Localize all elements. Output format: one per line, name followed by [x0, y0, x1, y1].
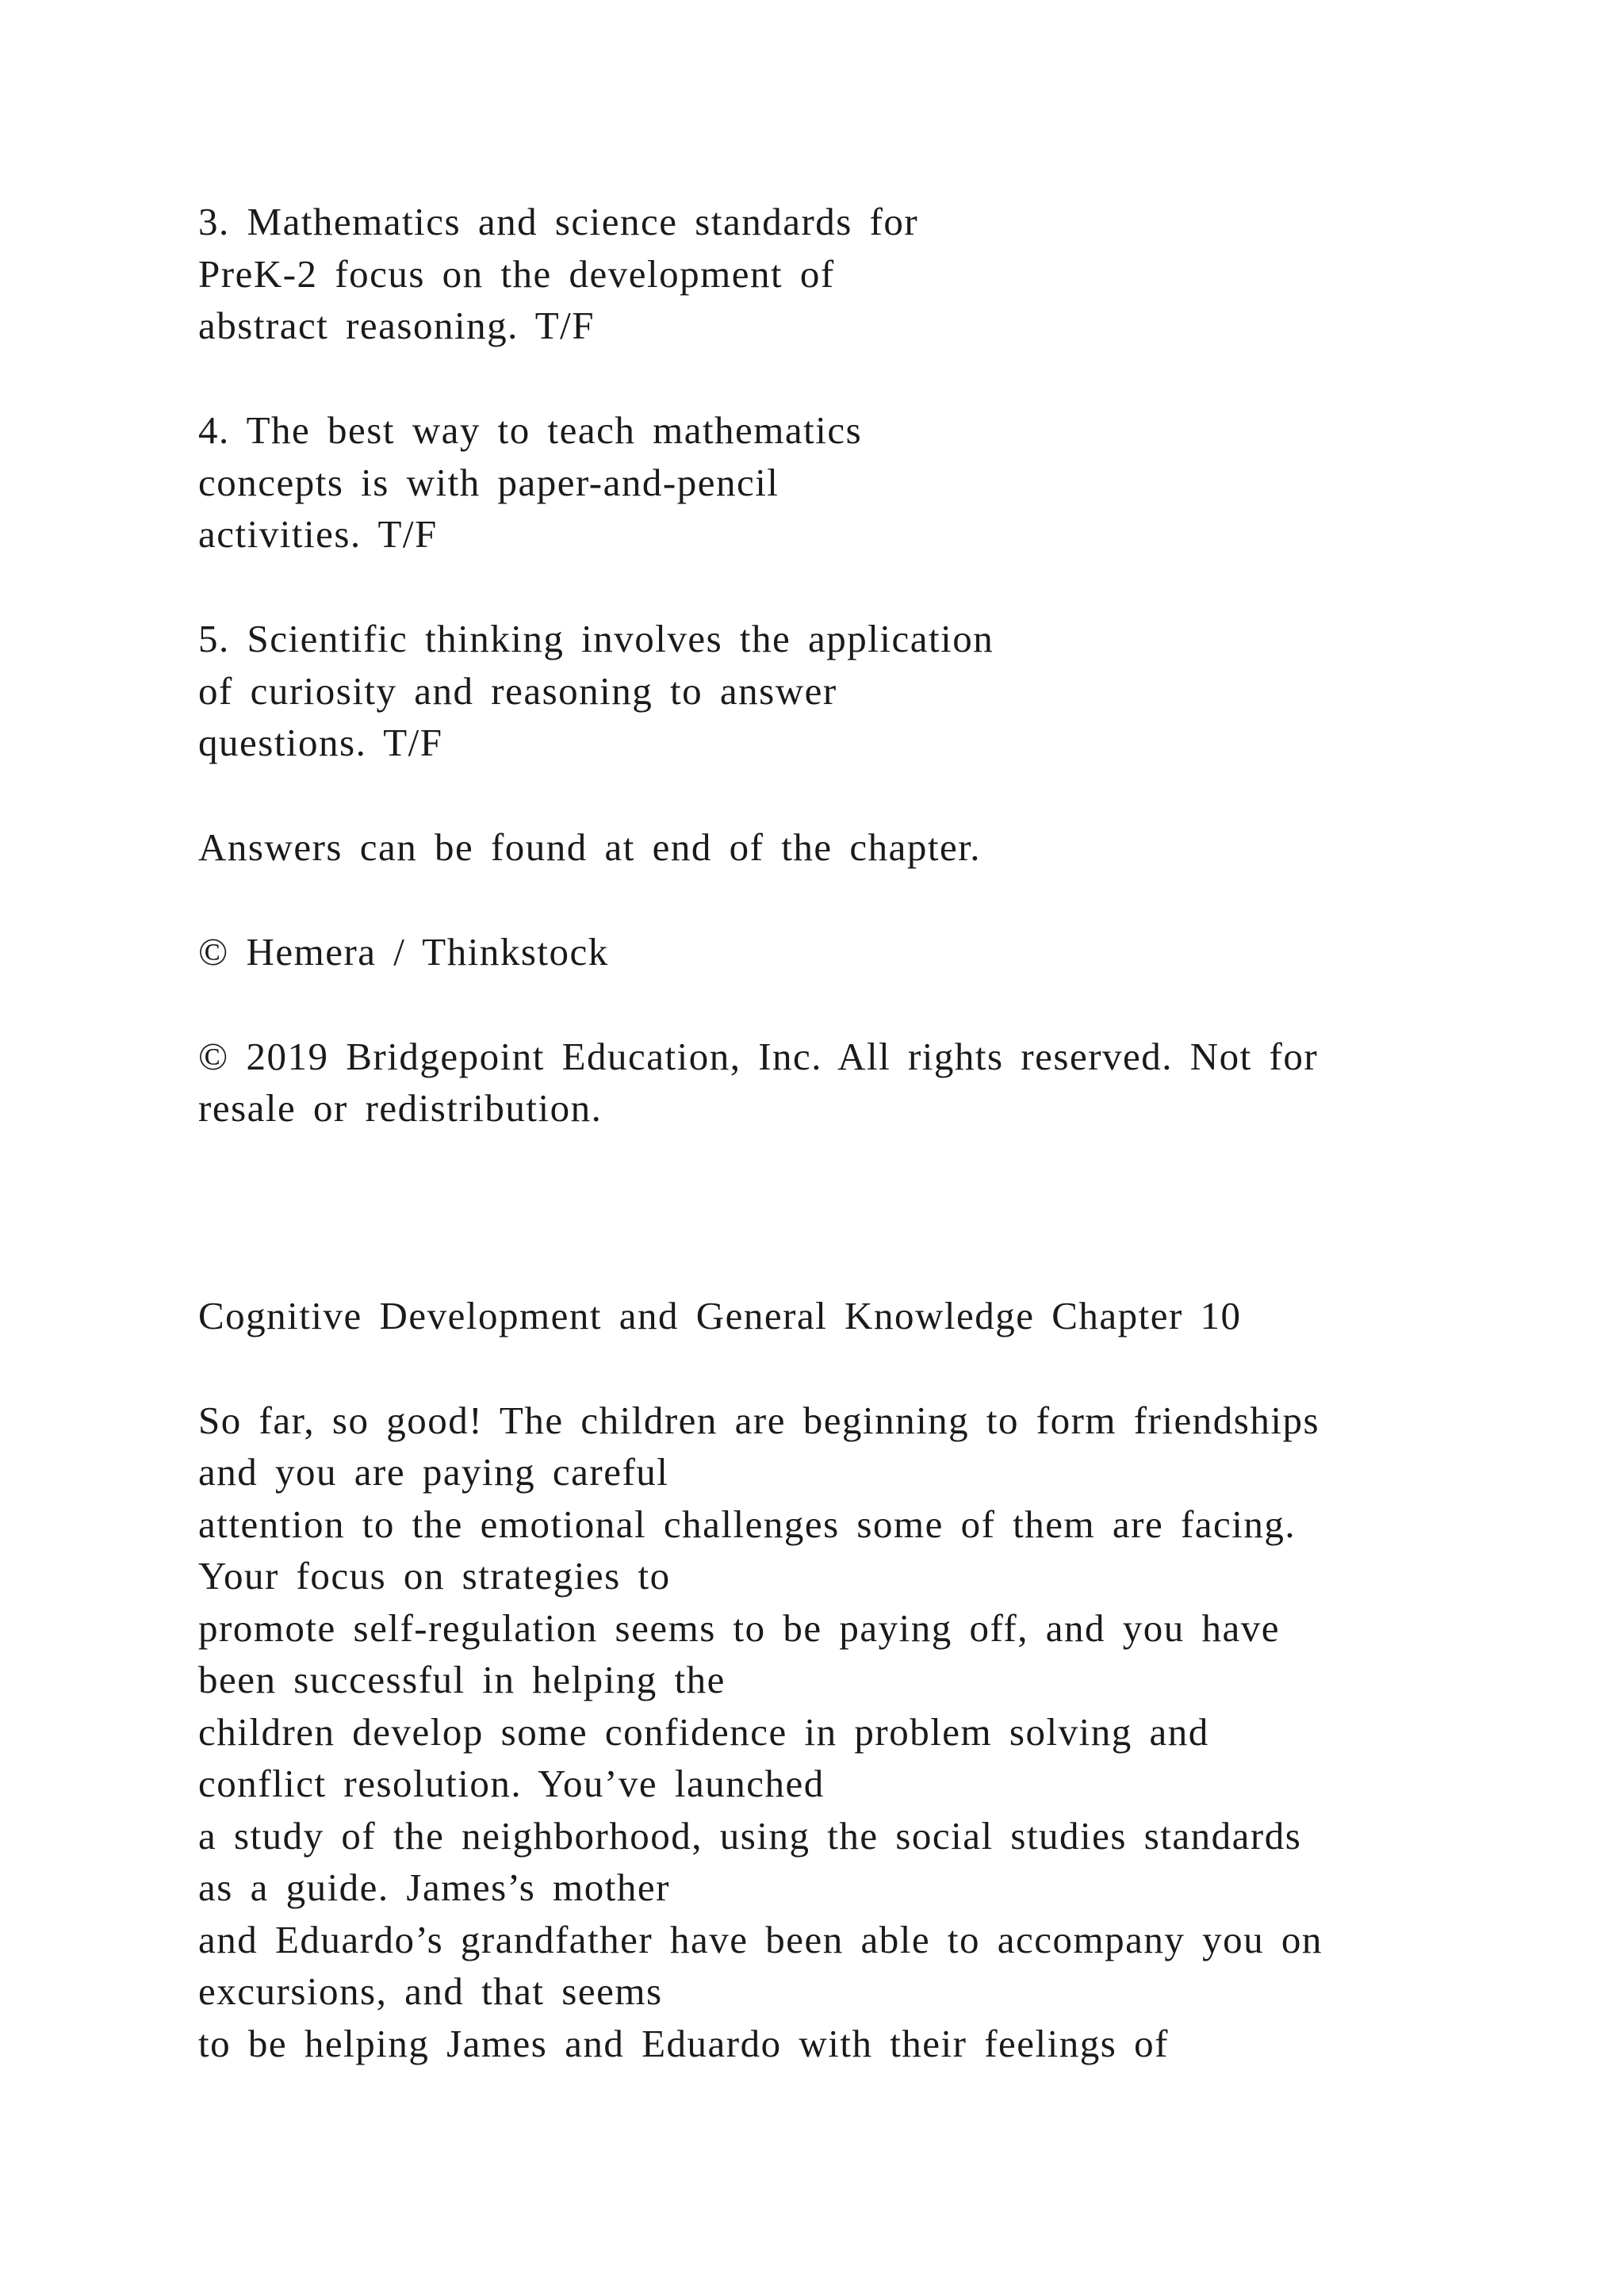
chapter-body-line: to be helping James and Eduardo with their feelings of	[198, 2022, 1169, 2065]
question-4-line-3: activities. T/F	[198, 512, 438, 556]
chapter-body-line: a study of the neighborhood, using the social studies standards	[198, 1814, 1302, 1858]
chapter-body-line: and you are paying careful	[198, 1450, 669, 1494]
copyright-line-1: © 2019 Bridgepoint Education, Inc. All rights reserved. Not for	[198, 1035, 1319, 1078]
chapter-body-line: Your focus on strategies to	[198, 1554, 671, 1598]
answers-note: Answers can be found at end of the chapter.	[198, 825, 982, 869]
chapter-body-line: as a guide. James’s mother	[198, 1866, 670, 1909]
question-3-line-1: 3. Mathematics and science standards for	[198, 200, 919, 243]
chapter-body-line: attention to the emotional challenges some of them are facing.	[198, 1502, 1297, 1546]
question-3-line-3: abstract reasoning. T/F	[198, 304, 596, 347]
chapter-body-line: conflict resolution. You’ve launched	[198, 1762, 825, 1805]
question-5-line-1: 5. Scientific thinking involves the application	[198, 617, 994, 660]
copyright-line-2: resale or redistribution.	[198, 1086, 603, 1130]
chapter-body-line: promote self-regulation seems to be paying off, and you have	[198, 1606, 1280, 1650]
question-3-line-2: PreK-2 focus on the development of	[198, 252, 835, 296]
chapter-body-line: and Eduardo’s grandfather have been able to accompany you on	[198, 1918, 1323, 1961]
question-4-line-1: 4. The best way to teach mathematics	[198, 408, 863, 452]
question-4-line-2: concepts is with paper-and-pencil	[198, 461, 779, 504]
chapter-body-line: been successful in helping the	[198, 1658, 726, 1701]
question-5-line-2: of curiosity and reasoning to answer	[198, 669, 837, 713]
chapter-body-line: children develop some confidence in problem solving and	[198, 1710, 1209, 1754]
chapter-heading: Cognitive Development and General Knowledge Chapter 10	[198, 1294, 1242, 1337]
chapter-body-line: So far, so good! The children are beginning to form friendships	[198, 1399, 1320, 1442]
chapter-body-line: excursions, and that seems	[198, 1969, 663, 2013]
question-5-line-3: questions. T/F	[198, 721, 443, 764]
photo-credit: © Hemera / Thinkstock	[198, 930, 609, 974]
